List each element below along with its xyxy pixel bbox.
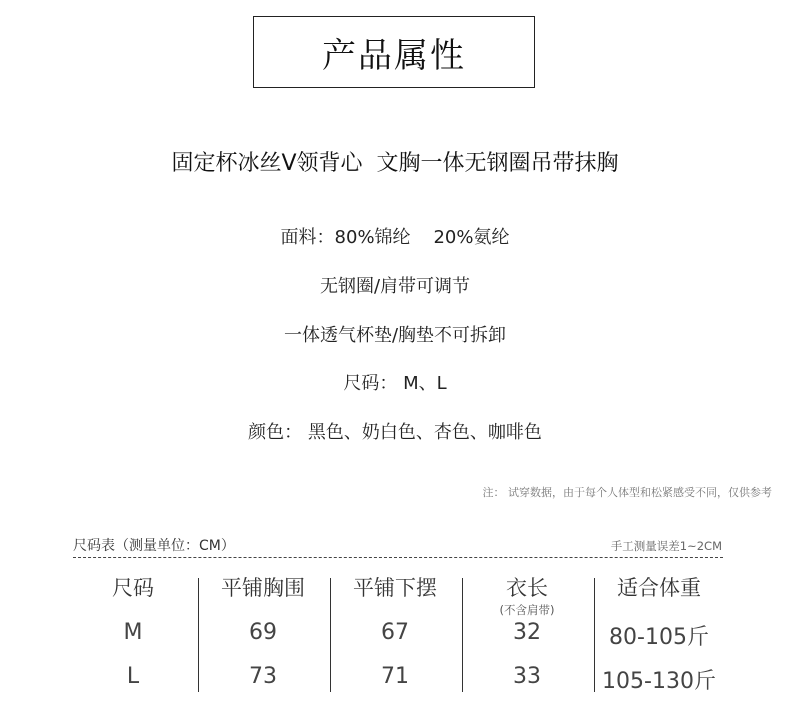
size-chart-tolerance: 手工测量误差1~2CM [610, 539, 722, 553]
attribute-fabric: 面料：80%锦纶 20%氨纶 [280, 227, 510, 248]
column-divider [198, 578, 199, 692]
table-cell: 80-105斤 [609, 625, 709, 650]
column-divider [330, 578, 331, 692]
column-header-hem: 平铺下摆 [353, 576, 437, 600]
table-row [68, 620, 728, 660]
table-cell: 71 [381, 664, 409, 689]
product-name: 固定杯冰丝V领背心 文胸一体无钢圈吊带抹胸 [171, 151, 619, 176]
attribute-colors: 颜色： 黑色、奶白色、杏色、咖啡色 [248, 422, 542, 443]
column-header-size: 尺码 [112, 576, 154, 600]
table-cell: 73 [249, 664, 277, 689]
column-header-length: 衣长 [506, 576, 548, 600]
size-chart-title: 尺码表（测量单位：CM） [73, 538, 235, 554]
table-row [68, 664, 728, 704]
column-header-weight: 适合体重 [617, 576, 701, 600]
table-cell: M [123, 620, 143, 645]
attribute-sizes: 尺码： M、L [343, 373, 447, 394]
table-cell: 32 [513, 620, 541, 645]
table-cell: 69 [249, 620, 277, 645]
attribute-pad: 一体透气杯垫/胸垫不可拆卸 [283, 325, 507, 346]
table-cell: L [126, 664, 140, 689]
table-cell: 67 [381, 620, 409, 645]
column-divider [462, 578, 463, 692]
page-title: 产品属性 [253, 16, 535, 88]
column-header-bust: 平铺胸围 [221, 576, 305, 600]
table-cell: 33 [513, 664, 541, 689]
dashed-divider [73, 557, 723, 558]
table-cell: 105-130斤 [602, 669, 716, 694]
column-subheader-length: (不含肩带) [499, 603, 555, 617]
table-header-row [68, 572, 728, 617]
column-divider [594, 578, 595, 692]
fit-note: 注： 试穿数据，由于每个人体型和松紧感受不同，仅供参考 [482, 486, 772, 499]
attribute-underwire: 无钢圈/肩带可调节 [319, 276, 471, 297]
